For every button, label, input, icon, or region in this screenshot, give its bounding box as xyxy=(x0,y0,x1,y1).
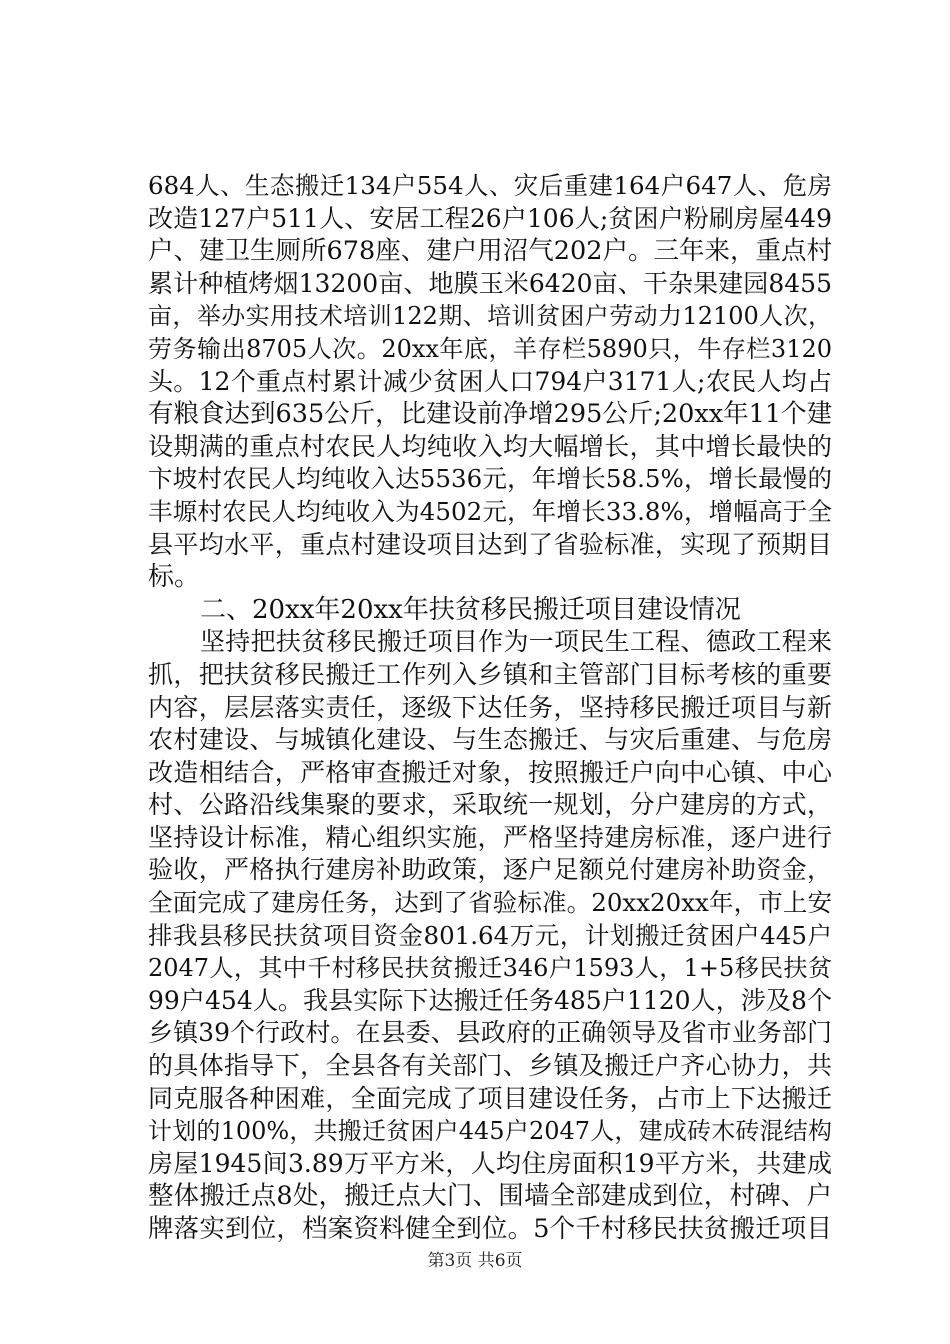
text-line: 坚持设计标准，精心组织实施，严格坚持建房标准，逐户进行 xyxy=(148,822,832,852)
text-line: 验收，严格执行建房补助政策，逐户足额兑付建房补助资金， xyxy=(148,855,832,885)
text-line: 抓，把扶贫移民搬迁工作列入乡镇和主管部门目标考核的重要 xyxy=(148,659,832,689)
text-line: 丰塬村农民人均纯收入为4502元，年增长33.8%，增幅高于全 xyxy=(148,496,832,526)
document-body xyxy=(148,170,832,1246)
text-line: 农村建设、与城镇化建设、与生态搬迁、与灾后重建、与危房 xyxy=(148,725,832,755)
text-line: 户、建卫生厕所678座、建户用沼气202户。三年来，重点村 xyxy=(148,236,832,267)
section-heading: 二、20xx年20xx年扶贫移民搬迁项目建设情况 xyxy=(200,594,741,625)
text-line: 劳务输出8705人次。20xx年底，羊存栏5890只，牛存栏3120 xyxy=(148,334,832,363)
text-line: 头。12个重点村累计减少贫困人口794户3171人;农民人均占 xyxy=(148,366,832,396)
text-line: 亩，举办实用技术培训122期、培训贫困户劳动力12100人次， xyxy=(148,302,832,331)
text-line: 坚持把扶贫移民搬迁项目作为一项民生工程、德政工程来 xyxy=(200,627,832,657)
text-line: 全面完成了建房任务，达到了省验标准。20xx20xx年，市上安 xyxy=(148,888,832,918)
text-line: 县平均水平，重点村建设项目达到了省验标准，实现了预期目 xyxy=(148,529,832,559)
text-line: 的具体指导下，全县各有关部门、乡镇及搬迁户齐心协力，共 xyxy=(148,1051,832,1081)
text-line: 内容，层层落实责任，逐级下达任务，坚持移民搬迁项目与新 xyxy=(148,692,832,722)
text-line: 684人、生态搬迁134户554人、灾后重建164户647人、危房 xyxy=(148,171,832,200)
text-line: 村、公路沿线集聚的要求，采取统一规划，分户建房的方式， xyxy=(148,790,832,820)
text-line: 牌落实到位，档案资料健全到位。5个千村移民扶贫搬迁项目 xyxy=(148,1214,832,1244)
text-line: 计划的100%，共搬迁贫困户445户2047人，建成砖木砖混结构 xyxy=(148,1117,832,1146)
text-line: 排我县移民扶贫项目资金801.64万元，计划搬迁贫困户445户 xyxy=(148,920,832,950)
text-line: 乡镇39个行政村。在县委、县政府的正确领导及省市业务部门 xyxy=(148,1018,832,1048)
text-line: 房屋1945间3.89万平方米，人均住房面积19平方米，共建成 xyxy=(148,1148,832,1178)
text-line: 设期满的重点村农民人均纯收入均大幅增长，其中增长最快的 xyxy=(148,431,832,461)
text-line: 改造相结合，严格审查搬迁对象，按照搬迁户向中心镇、中心 xyxy=(148,757,832,787)
text-line: 卞坡村农民人均纯收入达5536元，年增长58.5%，增长最慢的 xyxy=(148,464,832,494)
text-line: 累计种植烤烟13200亩、地膜玉米6420亩、干杂果建园8455 xyxy=(148,268,832,298)
text-line: 有粮食达到635公斤，比建设前净增295公斤;20xx年11个建 xyxy=(148,399,833,430)
text-line: 99户454人。我县实际下达搬迁任务485户1120人，涉及8个 xyxy=(148,985,832,1015)
page-number-footer: 第3页 共6页 xyxy=(427,1251,523,1271)
text-line: 2047人，其中千村移民扶贫搬迁346户1593人，1+5移民扶贫 xyxy=(148,954,832,983)
text-line: 整体搬迁点8处，搬迁点大门、围墙全部建成到位，村碑、户 xyxy=(148,1181,832,1212)
text-line: 标。 xyxy=(148,562,201,593)
text-line: 改造127户511人、安居工程26户106人;贫困户粉刷房屋449 xyxy=(148,203,832,233)
text-line: 同克服各种困难，全面完成了项目建设任务，占市上下达搬迁 xyxy=(148,1083,832,1113)
